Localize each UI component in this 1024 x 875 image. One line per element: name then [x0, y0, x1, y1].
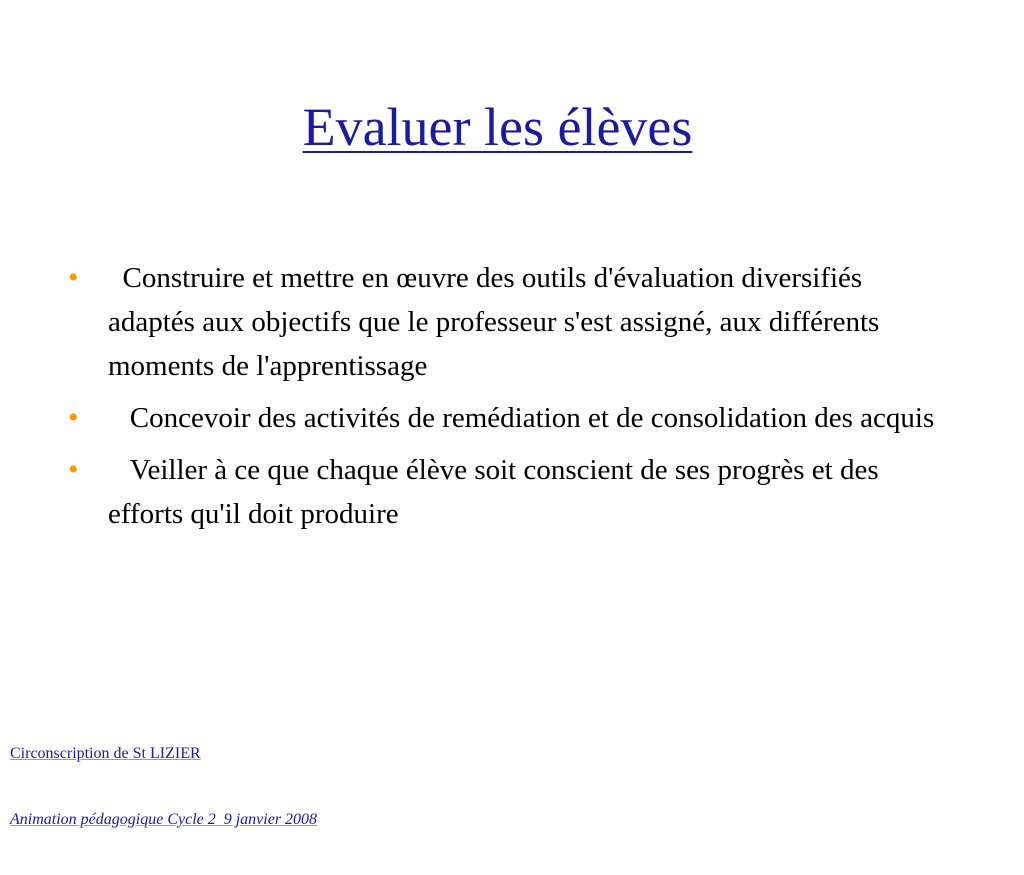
slide-title: Evaluer les élèves: [302, 97, 693, 157]
bullet-item: [68, 448, 948, 536]
bullet-marker-icon: •: [68, 261, 79, 294]
bullet-item: [68, 256, 948, 388]
bullet-marker-icon: •: [68, 453, 79, 486]
footer: [10, 699, 317, 875]
footer-event: Animation pédagogique Cycle 2 9 janvier 2008: [10, 811, 318, 828]
bullet-text: Construire et mettre en œuvre des outils d'évaluation diversifiés adaptés aux objectifs que le professeur s'est assigné, aux différents moments de l'apprentissage: [108, 262, 887, 382]
bullet-list: [68, 256, 948, 544]
bullet-marker-icon: •: [68, 401, 79, 434]
bullet-text: Concevoir des activités de remédiation et de consolidation des acquis: [108, 402, 935, 434]
bullet-item: [68, 396, 948, 440]
footer-circonscription: Circonscription de St LIZIER: [10, 745, 201, 762]
bullet-text: Veiller à ce que chaque élève soit conscient de ses progrès et des efforts qu'il doit produire: [108, 454, 886, 530]
